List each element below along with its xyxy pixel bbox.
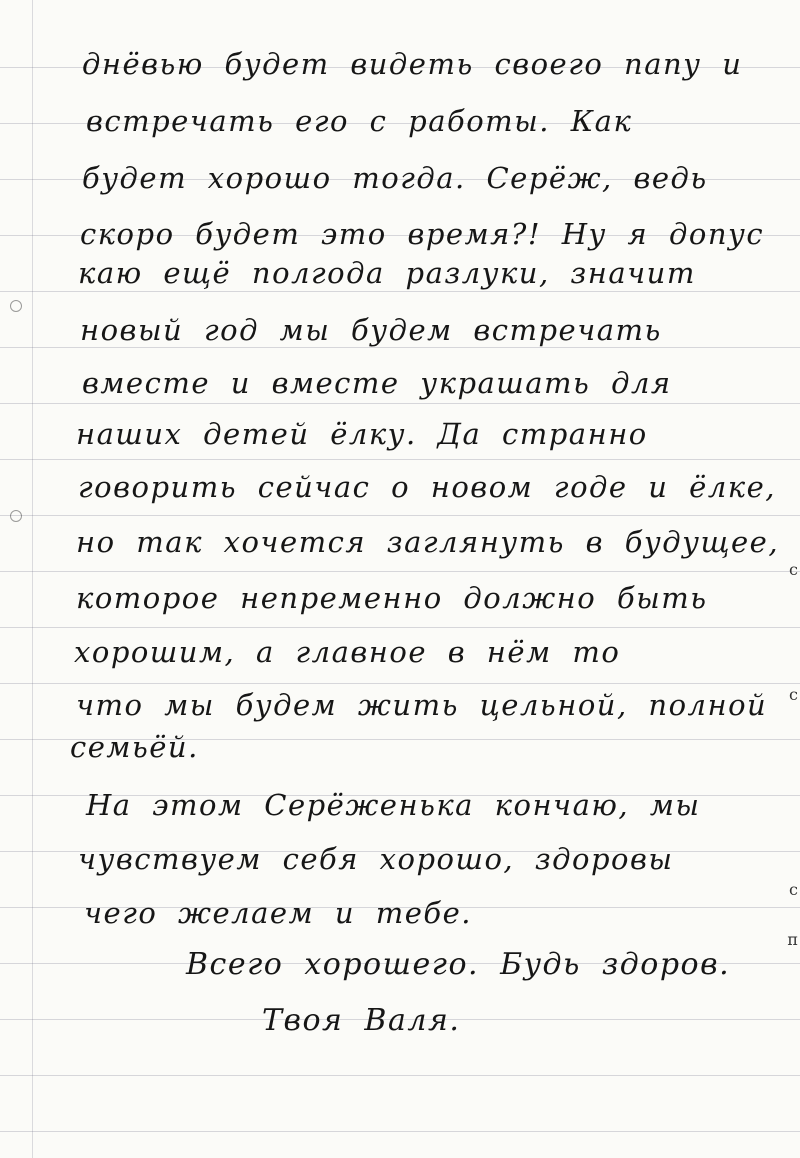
- letter-line-5: каю ещё полгода разлуки, значит: [78, 256, 696, 290]
- letter-line-14: семьёй.: [70, 730, 199, 764]
- margin-line: [32, 0, 33, 1158]
- letter-line-4: скоро будет это время?! Ну я допус: [80, 217, 765, 251]
- letter-line-8: наших детей ёлку. Да странно: [76, 417, 648, 451]
- letter-line-6: новый год мы будем встречать: [80, 313, 662, 347]
- letter-line-10: но так хочется заглянуть в будущее,: [76, 525, 780, 559]
- punch-hole-mark: [10, 300, 22, 312]
- letter-line-11: которое непременно должно быть: [76, 581, 708, 615]
- letter-line-15: На этом Серёженька кончаю, мы: [86, 788, 701, 822]
- letter-line-7: вместе и вместе украшать для: [82, 366, 672, 400]
- edge-pencil-mark: с: [789, 880, 798, 899]
- edge-pencil-mark: с: [789, 560, 798, 579]
- letter-line-17: чего желаем и тебе.: [84, 896, 472, 930]
- signature: Твоя Валя.: [262, 1003, 461, 1038]
- letter-line-1: днёвью будет видеть своего папу и: [82, 47, 743, 81]
- letter-line-12: хорошим, а главное в нём то: [74, 635, 621, 669]
- edge-pencil-mark: с: [789, 685, 798, 704]
- letter-line-9: говорить сейчас о новом годе и ёлке,: [78, 470, 777, 504]
- edge-pencil-mark: п: [787, 930, 798, 949]
- letter-line-13: что мы будем жить цельной, полной: [76, 688, 768, 722]
- letter-line-16: чувствуем себя хорошо, здоровы: [78, 842, 674, 876]
- letter-line-3: будет хорошо тогда. Серёж, ведь: [82, 161, 708, 195]
- letter-line-2: встречать его с работы. Как: [86, 104, 633, 138]
- punch-hole-mark: [10, 510, 22, 522]
- closing-greeting: Всего хорошего. Будь здоров.: [186, 947, 731, 982]
